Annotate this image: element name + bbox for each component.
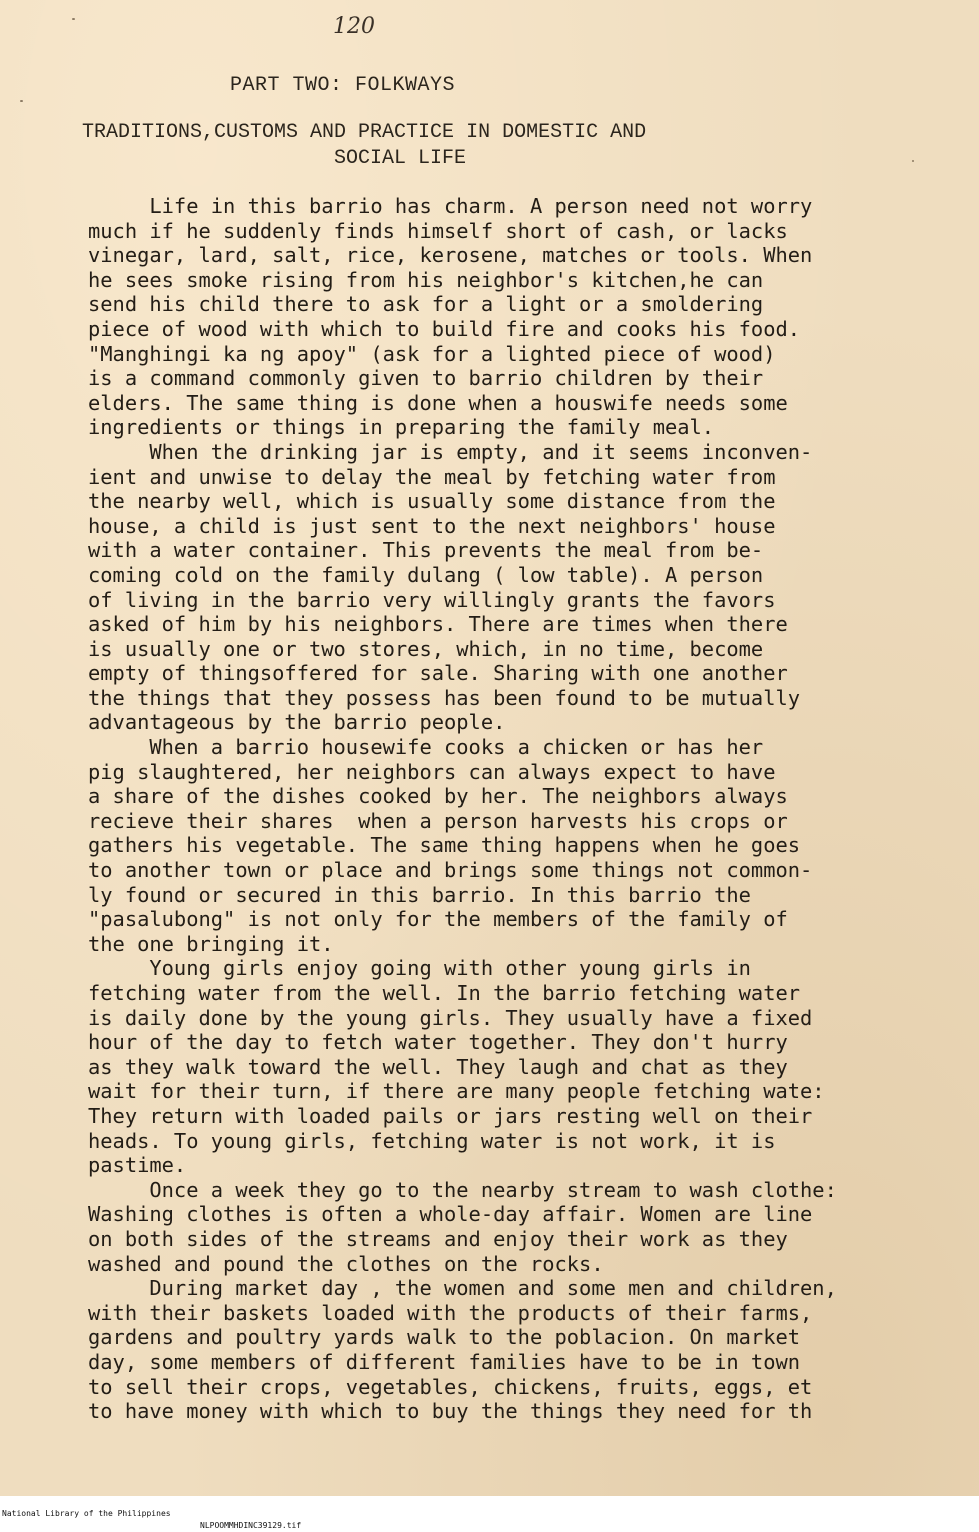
section-title-line-1: TRADITIONS,CUSTOMS AND PRACTICE IN DOMESTIC AND — [82, 121, 647, 144]
text-line: ly found or secured in this barrio. In this barrio the — [88, 882, 751, 907]
text-line: the nearby well, which is usually some distance from the — [88, 489, 776, 514]
text-line: to have money with which to buy the things they need for th — [88, 1399, 813, 1424]
text-line: Once a week they go to the nearby stream to wash clothe: — [88, 1177, 837, 1202]
text-line: empty of thingsoffered for sale. Sharing with one another — [88, 661, 788, 686]
text-line: the one bringing it. — [88, 931, 334, 956]
text-line: advantageous by the barrio people. — [88, 710, 506, 735]
text-line: with their baskets loaded with the products of their farms, — [88, 1300, 813, 1325]
text-line: the things that they possess has been found to be mutually — [88, 685, 801, 710]
footer-filename: NLPOOMMHDINC39129.tif — [200, 1521, 302, 1530]
text-line: he sees smoke rising from his neighbor's kitchen,he can — [88, 267, 764, 292]
text-line: much if he suddenly finds himself short of cash, or lacks — [88, 218, 788, 243]
text-line: gathers his vegetable. The same thing happens when he goes — [88, 833, 801, 858]
paper-speck — [912, 160, 914, 162]
text-line: Life in this barrio has charm. A person need not worry — [88, 194, 813, 218]
text-line: to sell their crops, vegetables, chickens, fruits, eggs, et — [88, 1374, 813, 1399]
text-line: gardens and poultry yards walk to the poblacion. On market — [88, 1325, 801, 1350]
text-line: is usually one or two stores, which, in no time, become — [88, 636, 764, 661]
text-line: elders. The same thing is done when a houswife needs some — [88, 390, 788, 415]
text-line: is daily done by the young girls. They usually have a fixed — [88, 1005, 813, 1030]
page-number: 120 — [333, 14, 375, 39]
text-line: When the drinking jar is empty, and it seems inconven- — [88, 439, 813, 464]
part-title: PART TWO: FOLKWAYS — [230, 74, 456, 97]
body-text — [88, 194, 979, 1424]
text-line: with a water container. This prevents the meal from be- — [88, 538, 764, 563]
text-line: fetching water from the well. In the barrio fetching water — [88, 981, 801, 1005]
text-line: ient and unwise to delay the meal by fetching water from — [88, 464, 776, 489]
text-line: is a command commonly given to barrio children by their — [88, 366, 764, 391]
text-line: as they walk toward the well. They laugh and chat as they — [88, 1054, 788, 1079]
text-line: heads. To young girls, fetching water is not work, it is — [88, 1128, 776, 1153]
text-line: vinegar, lard, salt, rice, kerosene, matches or tools. When — [88, 243, 813, 268]
text-line: to another town or place and brings some things not common- — [88, 858, 813, 883]
text-line: house, a child is just sent to the next neighbors' house — [88, 513, 776, 538]
scan-footer — [0, 1496, 979, 1530]
section-title — [82, 120, 842, 172]
paper-speck — [72, 18, 75, 20]
text-line: send his child there to ask for a light or a smoldering — [88, 292, 764, 317]
text-line: They return with loaded pails or jars resting well on their — [88, 1103, 813, 1128]
text-line: on both sides of the streams and enjoy their work as they — [88, 1226, 788, 1251]
text-line: Washing clothes is often a whole-day affair. Women are line — [88, 1202, 813, 1227]
text-line: piece of wood with which to build fire and cooks his food. — [88, 316, 801, 341]
text-line: ingredients or things in preparing the family meal. — [88, 415, 715, 440]
text-line: of living in the barrio very willingly grants the favors — [88, 587, 776, 612]
text-line: During market day , the women and some men and children, — [88, 1276, 837, 1301]
text-line: hour of the day to fetch water together. They don't hurry — [88, 1030, 788, 1055]
text-line: washed and pound the clothes on the rocks. — [88, 1251, 604, 1276]
text-line: "pasalubong" is not only for the members of the family of — [88, 907, 788, 932]
text-line: day, some members of different families have to be in town — [88, 1349, 801, 1374]
text-line: recieve their shares when a person harvests his crops or — [88, 808, 788, 833]
text-line: pig slaughtered, her neighbors can always expect to have — [88, 759, 776, 784]
text-line: a share of the dishes cooked by her. The neighbors always — [88, 784, 788, 809]
footer-institution: National Library of the Philippines — [2, 1509, 171, 1518]
text-line: "Manghingi ka ng apoy" (ask for a lighted piece of wood) — [88, 341, 776, 366]
text-line: wait for their turn, if there are many people fetching wate: — [88, 1079, 825, 1104]
paper-speck — [20, 100, 23, 102]
text-line: asked of him by his neighbors. There are times when there — [88, 612, 788, 637]
text-line: When a barrio housewife cooks a chicken or has her — [88, 735, 764, 760]
section-title-line-2: SOCIAL LIFE — [334, 147, 467, 170]
text-line: coming cold on the family dulang ( low table). A person — [88, 562, 764, 587]
text-line: pastime. — [88, 1153, 187, 1178]
text-line: Young girls enjoy going with other young girls in — [88, 956, 751, 981]
